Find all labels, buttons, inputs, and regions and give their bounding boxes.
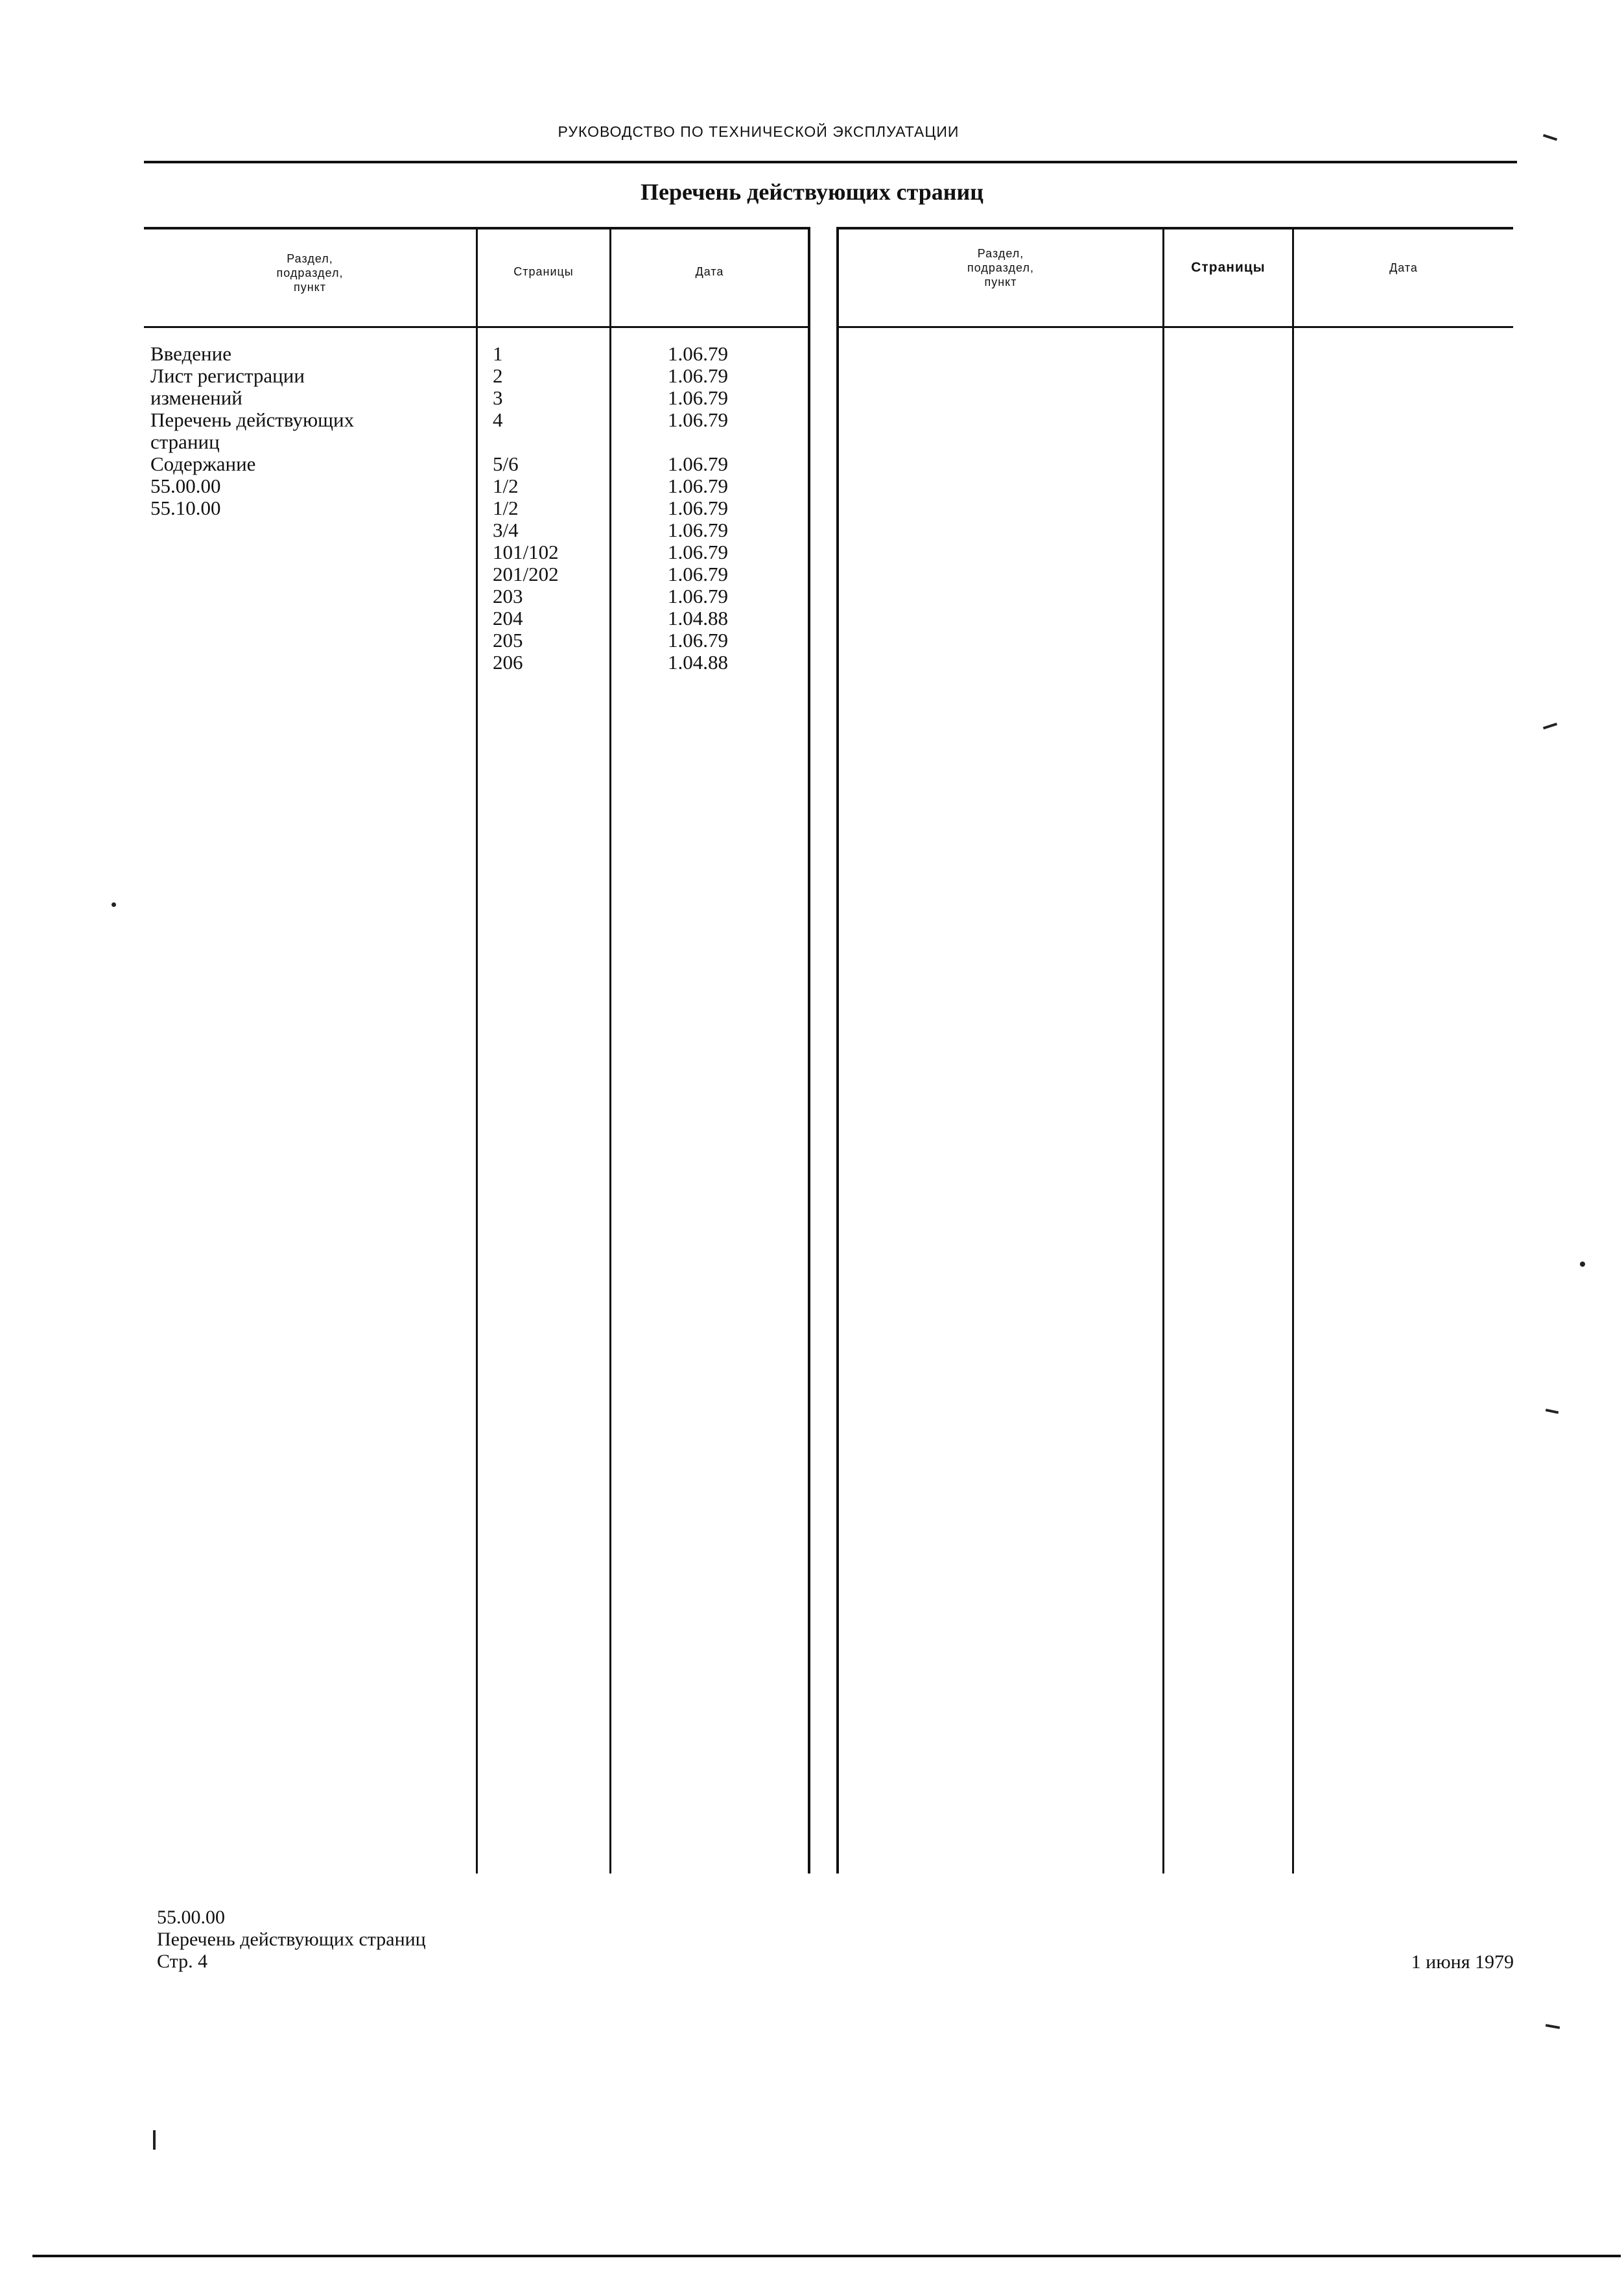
page-entry: 3 [493, 386, 503, 409]
date-entry: 1.06.79 [668, 519, 728, 541]
page-entry: 2 [493, 364, 503, 387]
page-entry: 101/102 [493, 541, 559, 563]
header-bottom-rule-right [838, 326, 1513, 328]
scan-mark [1543, 723, 1557, 730]
footer-section-code: 55.00.00 [157, 1907, 225, 1928]
table-center-divider [808, 227, 810, 1874]
date-entry: 1.04.88 [668, 607, 728, 629]
column-header-section: Раздел, подраздел, пункт [967, 247, 1034, 288]
date-entry: 1.06.79 [668, 364, 728, 387]
scan-mark [1546, 1409, 1559, 1414]
column-divider [609, 227, 611, 1874]
date-entry: 1.06.79 [668, 541, 728, 563]
page-entry: 206 [493, 651, 523, 674]
scan-mark [1543, 134, 1557, 141]
date-entry: 1.06.79 [668, 386, 728, 409]
section-entry: 55.10.00 [150, 497, 221, 519]
section-entry: Введение [150, 342, 231, 365]
date-entry [668, 431, 728, 453]
page-entry: 1/2 [493, 475, 519, 497]
column-header-pages: Страницы [513, 265, 574, 278]
footer-title: Перечень действующих страниц [157, 1929, 426, 1950]
pages-column [493, 343, 559, 674]
section-entry: страниц [150, 430, 220, 453]
page-entry: 1/2 [493, 497, 519, 519]
page-entry: 201/202 [493, 563, 559, 585]
page-entry: 205 [493, 629, 523, 652]
column-divider [1292, 227, 1294, 1874]
page-entry: 4 [493, 408, 503, 431]
page-entry [493, 431, 559, 453]
section-entry: Перечень действующих [150, 408, 355, 431]
column-header-date: Дата [1389, 261, 1418, 274]
scan-mark [1580, 1262, 1585, 1267]
page-entry: 1 [493, 342, 503, 365]
section-column [150, 343, 354, 519]
scan-mark [112, 902, 116, 907]
header-rule [144, 161, 1517, 163]
page-entry: 5/6 [493, 452, 519, 475]
date-entry: 1.06.79 [668, 497, 728, 519]
date-entry: 1.06.79 [668, 452, 728, 475]
date-entry: 1.06.79 [668, 629, 728, 652]
section-entry: Содержание [150, 452, 256, 475]
table-top-rule-right [838, 227, 1513, 229]
date-entry: 1.06.79 [668, 585, 728, 607]
date-entry: 1.06.79 [668, 342, 728, 365]
column-divider [1162, 227, 1164, 1874]
section-entry: изменений [150, 386, 242, 409]
table-center-divider [836, 227, 839, 1874]
page-title: Перечень действующих страниц [641, 179, 983, 205]
page-entry: 3/4 [493, 519, 519, 541]
column-header-date: Дата [695, 265, 724, 278]
column-header-section: Раздел, подраздел, пункт [276, 252, 344, 294]
section-entry: Лист регистрации [150, 364, 305, 387]
footer-page-number: Стр. 4 [157, 1951, 208, 1972]
footer-date: 1 июня 1979 [1411, 1951, 1514, 1973]
page-entry: 204 [493, 607, 523, 629]
date-entry: 1.06.79 [668, 408, 728, 431]
section-entry: 55.00.00 [150, 475, 221, 497]
page-footer [157, 1907, 426, 1973]
scan-mark [1546, 2024, 1560, 2029]
date-entry: 1.04.88 [668, 651, 728, 674]
scan-mark [153, 2130, 156, 2150]
column-divider [476, 227, 478, 1874]
date-entry: 1.06.79 [668, 563, 728, 585]
bottom-scan-rule [32, 2255, 1621, 2257]
manual-title: РУКОВОДСТВО ПО ТЕХНИЧЕСКОЙ ЭКСПЛУАТАЦИИ [558, 123, 959, 140]
date-entry: 1.06.79 [668, 475, 728, 497]
date-column [668, 343, 728, 674]
page-entry: 203 [493, 585, 523, 607]
column-header-pages: Страницы [1191, 260, 1265, 275]
